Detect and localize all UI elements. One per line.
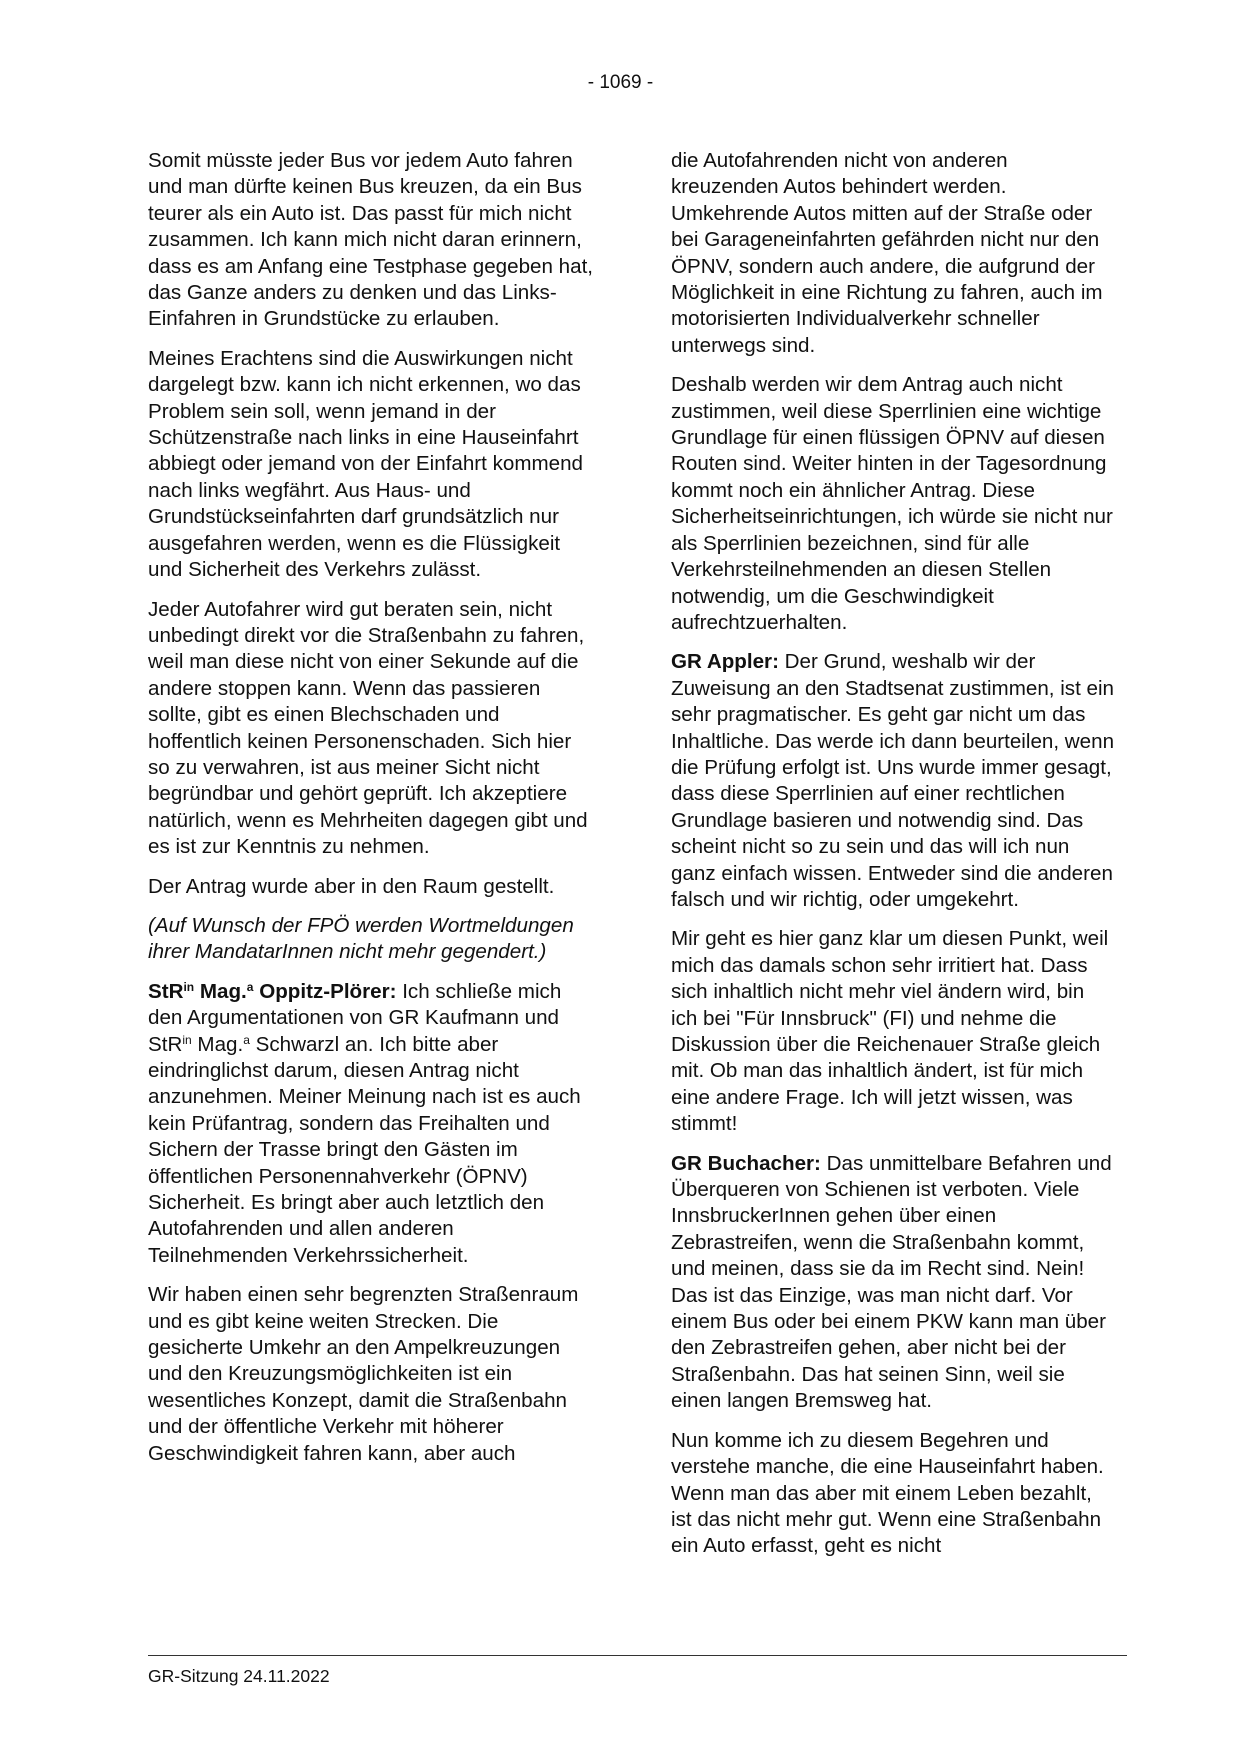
italic-note: (Auf Wunsch der FPÖ werden Wortmeldungen ihrer MandatarInnen nicht mehr gegendert.) bbox=[148, 913, 574, 964]
superscript: in bbox=[182, 1032, 192, 1047]
speaker-name: GR Buchacher: bbox=[671, 1151, 821, 1175]
left-column bbox=[148, 148, 593, 1480]
paragraph: Meines Erachtens sind die Auswirkungen nicht dargelegt bzw. kann ich nicht erkennen, wo das Problem sein soll, wenn jemand in der Schützenstraße nach links in eine Hauseinfahrt abbiegt oder jemand von der Einfahrt kommend nach links wegfährt. Aus Haus- und Grundstückseinfahrten darf grundsätzlich nur ausgefahren werden, wenn es die Flüssigkeit und Sicherheit des Verkehrs zulässt. bbox=[148, 346, 584, 582]
speech-text: Mag. bbox=[191, 1032, 244, 1056]
speaker-paragraph bbox=[671, 649, 1116, 913]
page-number: - 1069 - bbox=[587, 72, 654, 93]
paragraph: Somit müsste jeder Bus vor jedem Auto fahren und man dürfte keinen Bus kreuzen, da ein Bus teurer als ein Auto ist. Das passt für mich nicht zusammen. Ich kann mich nicht daran erinnern, dass es am Anfang eine Testphase gegeben hat, das Ganze anders zu denken und das Links-Einfahren in Grundstücke zu erlauben. bbox=[148, 149, 594, 331]
speaker-name-part: StR bbox=[148, 979, 184, 1003]
paragraph: die Autofahrenden nicht von anderen kreuzenden Autos behindert werden. Umkehrende Autos mitten auf der Straße oder bei Garageneinfahrten gefährden nicht nur den ÖPNV, sondern auch andere, die aufgrund der Möglichkeit in eine Richtung zu fahren, auch im motorisierten Individualverkehr schneller unterwegs sind. bbox=[671, 149, 1103, 357]
right-column bbox=[671, 148, 1116, 1573]
superscript: in bbox=[183, 979, 195, 994]
speaker-name bbox=[148, 980, 396, 1003]
footer-text: GR-Sitzung 24.11.2022 bbox=[148, 1666, 330, 1686]
paragraph: Mir geht es hier ganz klar um diesen Punkt, weil mich das damals schon sehr irritiert hat. Dass sich inhaltlich nicht mehr viel ändern wird, bin ich bei "Für Innsbruck" (FI) und nehme die Diskussion über die Reichenauer Straße gleich mit. Ob man das inhaltlich ändert, ist für mich eine andere Frage. Ich will jetzt wissen, was stimmt! bbox=[671, 927, 1109, 1136]
speech-text: Das unmittelbare Befahren und Überqueren von Schienen ist verboten. Viele InnsbruckerInnen gehen über einen Zebrastreifen, wenn die Straßenbahn kommt, und meinen, dass sie da im Recht sind. Nein! Das ist das Einzige, was man nicht darf. Vor einem Bus oder bei einem PKW kann man über den Zebrastreifen gehen, aber nicht bei der Straßenbahn. Das hat seinen Sinn, weil sie einen langen Bremsweg hat. bbox=[671, 1151, 1112, 1413]
speaker-paragraph bbox=[148, 979, 593, 1269]
speech-text: Schwarzl an. Ich bitte aber eindringlichst darum, diesen Antrag nicht anzunehmen. Meiner Meinung nach ist es auch kein Prüfantrag, sondern das Freihalten und Sichern der Trasse bringt den Gästen im öffentlichen Personennahverkehr (ÖPNV) Sicherheit. Es bringt aber auch letztlich den Autofahrenden und allen anderen Teilnehmenden Verkehrssicherheit. bbox=[148, 1032, 581, 1267]
paragraph: Deshalb werden wir dem Antrag auch nicht zustimmen, weil diese Sperrlinien eine wichtige Grundlage für einen flüssigen ÖPNV auf diesen Routen sind. Weiter hinten in der Tagesordnung kommt noch ein ähnlicher Antrag. Diese Sicherheitseinrichtungen, ich würde sie nicht nur als Sperrlinien bezeichnen, sind für alle Verkehrsteilnehmenden an diesen Stellen notwendig, um die Geschwindigkeit aufrechtzuerhalten. bbox=[671, 373, 1113, 634]
paragraph: Nun komme ich zu diesem Begehren und verstehe manche, die eine Hauseinfahrt haben. Wenn man das aber mit einem Leben bezahlt, ist das nicht mehr gut. Wenn eine Straßenbahn ein Auto erfasst, geht es nicht bbox=[671, 1428, 1104, 1558]
paragraph: Jeder Autofahrer wird gut beraten sein, nicht unbedingt direkt vor die Straßenbahn zu fahren, weil man diese nicht von einer Sekunde auf die andere stoppen kann. Wenn das passieren sollte, gibt es einen Blechschaden und hoffentlich keinen Personenschaden. Sich hier so zu verwahren, ist aus meiner Sicht nicht begründbar und gehört geprüft. Ich akzeptiere natürlich, wenn es Mehrheiten dagegen gibt und es ist zur Kenntnis zu nehmen. bbox=[148, 597, 588, 859]
footer-divider bbox=[148, 1655, 1127, 1656]
superscript: a bbox=[246, 979, 254, 994]
speaker-name: GR Appler: bbox=[671, 650, 779, 674]
paragraph: Der Antrag wurde aber in den Raum gestellt. bbox=[148, 874, 555, 898]
speaker-name-part: Oppitz-Plörer: bbox=[253, 979, 397, 1003]
speaker-paragraph bbox=[671, 1151, 1116, 1415]
speech-text: Der Grund, weshalb wir der Zuweisung an den Stadtsenat zustimmen, ist ein sehr pragmatischer. Es geht gar nicht um das Inhaltliche. Das werde ich dann beurteilen, wenn die Prüfung erfolgt ist. Uns wurde immer gesagt, dass diese Sperrlinien auf einer rechtlichen Grundlage basieren und notwendig sind. Das scheint nicht so zu sein und das will ich nun ganz einfach wissen. Entweder sind die anderen falsch und wir richtig, oder umgekehrt. bbox=[671, 650, 1115, 911]
paragraph: Wir haben einen sehr begrenzten Straßenraum und es gibt keine weiten Strecken. Die gesicherte Umkehr an den Ampelkreuzungen und den Kreuzungsmöglichkeiten ist ein wesentliches Konzept, damit die Straßenbahn und der öffentliche Verkehr mit höherer Geschwindigkeit fahren kann, aber auch bbox=[148, 1283, 579, 1465]
speaker-name-part: Mag. bbox=[194, 979, 247, 1003]
speech-text: Ich schließe mich den Argumentationen von GR Kaufmann und StR bbox=[148, 979, 562, 1056]
superscript: a bbox=[243, 1032, 250, 1047]
